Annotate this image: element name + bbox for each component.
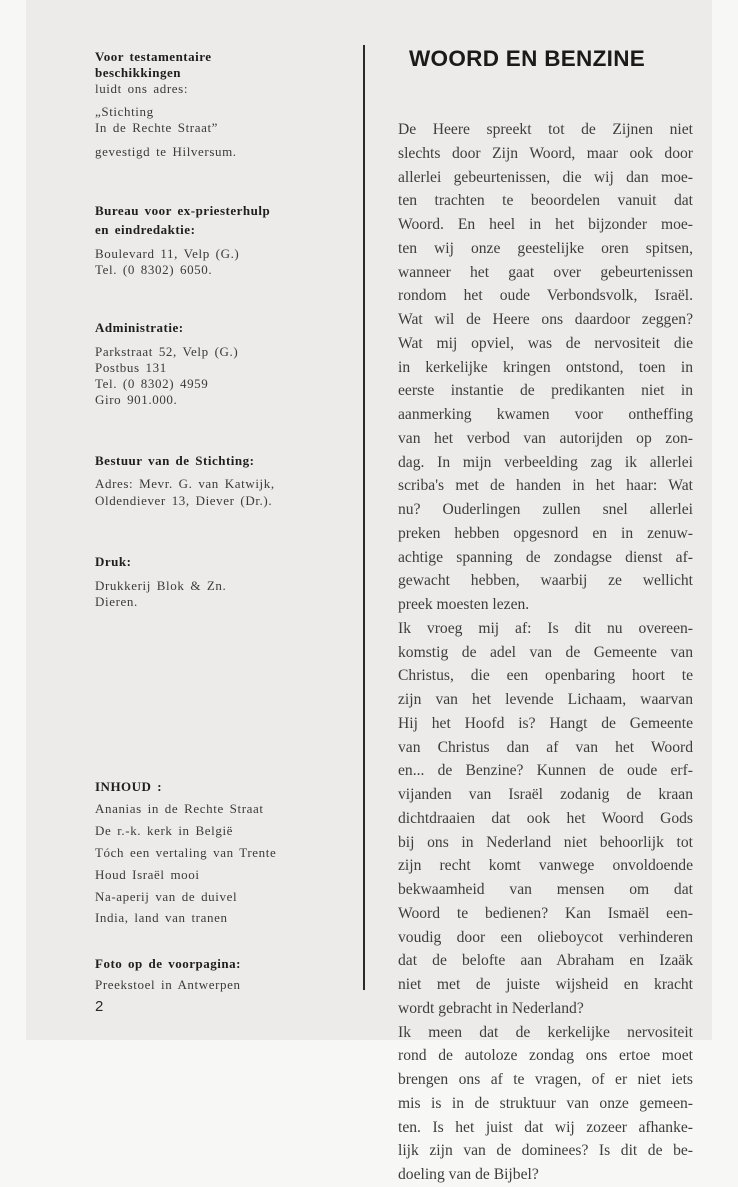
article-line: allerlei gebeurtenissen, die wij dan moe- — [398, 168, 693, 186]
article-line: van Christus dan af van het Woord — [398, 738, 693, 756]
article-body — [398, 118, 693, 1187]
admin-text: Parkstraat 52, Velp (G.) — [95, 344, 239, 359]
article-line: Hij het Hoofd is? Hangt de Gemeente — [398, 714, 693, 732]
article-line: rond de autoloze zondag ons ertoe moet — [398, 1047, 693, 1065]
article-line: vijanden van Israël zodanig de kraan — [398, 786, 693, 803]
article-line: eerste instantie de predikanten niet in — [398, 382, 693, 400]
testament-text: luidt ons adres: — [95, 81, 189, 96]
testament-text: „Stichting — [95, 104, 154, 119]
article-line: in kerkelijke kringen ontstond, toen in — [398, 358, 693, 376]
article-line: bij ons in Nederland niet behoorlijk tot — [398, 833, 693, 851]
testament-heading: beschikkingen — [95, 65, 181, 80]
article-line: De Heere spreekt tot de Zijnen niet — [398, 121, 693, 138]
bestuur-text: Adres: Mevr. G. van Katwijk, — [95, 476, 275, 491]
article-line: slechts door Zijn Woord, maar ook door — [398, 144, 693, 162]
bureau-text: Tel. (0 8302) 6050. — [95, 262, 213, 277]
inhoud-item: Tóch een vertaling van Trente — [95, 845, 277, 860]
article-line: Christus, die een openbaring hoort te — [398, 667, 693, 685]
bureau-text: Boulevard 11, Velp (G.) — [95, 246, 240, 261]
article-line: brengen ons af te vragen, of er niet iets — [398, 1071, 693, 1088]
article-line: voudig door een olieboycot verhinderen — [398, 928, 693, 946]
article-line: scriba's met de handen in het haar: Wat — [398, 477, 693, 495]
inhoud-item: Houd Israël mooi — [95, 867, 200, 882]
column-divider — [363, 45, 365, 990]
article-line: lijk zijn van de dominees? Is dit de be- — [398, 1142, 693, 1160]
article-line: Woord te bedienen? Kan Ismaël een- — [398, 904, 693, 922]
bestuur-text: Oldendiever 13, Diever (Dr.). — [95, 493, 273, 508]
admin-text: Giro 901.000. — [95, 392, 178, 407]
inhoud-heading: INHOUD : — [95, 779, 163, 794]
article-line: zijn recht komt vanwege onvoldoende — [398, 857, 693, 875]
article-line: niet met de juiste wijsheid en kracht — [398, 976, 693, 993]
article-line: ten wij onze geestelijke oren spitsen, — [398, 239, 693, 257]
foto-text: Preekstoel in Antwerpen — [95, 977, 241, 992]
article-line: nu? Ouderlingen zullen snel allerlei — [398, 501, 693, 518]
admin-heading: Administratie: — [95, 320, 184, 335]
article-line: ten. Is het juist dat wij zozeer afhanke- — [398, 1118, 693, 1136]
foto-heading: Foto op de voorpagina: — [95, 956, 241, 971]
article-line: dichtdraaien dat ook het Woord Gods — [398, 809, 693, 827]
article-line: komstig de adel van de Gemeente van — [398, 643, 693, 661]
article-line: Wat mij opviel, was de nervositeit die — [398, 334, 693, 352]
article-line: preken hebben opgesnord en in zenuw- — [398, 524, 693, 542]
article-line: van het verbod van autorijden op zon- — [398, 429, 693, 447]
inhoud-item: India, land van tranen — [95, 910, 228, 925]
article-line: Wat wil de Heere ons daardoor zeggen? — [398, 311, 693, 328]
testament-text: gevestigd te Hilversum. — [95, 144, 237, 159]
druk-text: Dieren. — [95, 594, 138, 609]
admin-text: Postbus 131 — [95, 360, 167, 375]
article-line: ten trachten te beoordelen vanuit dat — [398, 192, 693, 210]
article-line: preek moesten lezen. — [398, 596, 530, 613]
article-line: doeling van de Bijbel? — [398, 1166, 539, 1183]
bestuur-heading: Bestuur van de Stichting: — [95, 453, 255, 468]
article-line: Woord. En heel in het bijzonder moe- — [398, 216, 693, 233]
bureau-heading: en eindredaktie: — [95, 222, 196, 237]
inhoud-item: De r.-k. kerk in België — [95, 823, 234, 838]
inhoud-item: Na-aperij van de duivel — [95, 889, 238, 904]
druk-text: Drukkerij Blok & Zn. — [95, 578, 227, 593]
article-line: achtige spanning de zondagse dienst af- — [398, 548, 693, 566]
article-line: Ik meen dat de kerkelijke nervositeit — [398, 1023, 693, 1041]
article-line: dag. In mijn verbeelding zag ik allerlei — [398, 453, 693, 471]
article-line: wanneer het gaat over gebeurtenissen — [398, 263, 693, 281]
admin-text: Tel. (0 8302) 4959 — [95, 376, 209, 391]
article-line: mis is in de struktuur van onze gemeen- — [398, 1094, 693, 1112]
article-line: dat de belofte aan Abraham en Izaäk — [398, 952, 693, 970]
article-line: Ik vroeg mij af: Is dit nu overeen- — [398, 619, 693, 637]
article-line: bekwaamheid van mensen om dat — [398, 881, 693, 898]
article-line: aanmerking kwamen voor ontheffing — [398, 406, 693, 423]
page-number: 2 — [95, 998, 104, 1015]
article-line: en... de Benzine? Kunnen de oude erf- — [398, 762, 693, 780]
bureau-heading: Bureau voor ex-priesterhulp — [95, 203, 271, 218]
testament-heading: Voor testamentaire — [95, 49, 212, 64]
druk-heading: Druk: — [95, 554, 132, 569]
testament-text: In de Rechte Straat” — [95, 120, 219, 135]
article-line: gewacht hebben, waarbij ze wellicht — [398, 572, 693, 590]
article-line: zijn van het levende Lichaam, waarvan — [398, 691, 693, 708]
inhoud-item: Ananias in de Rechte Straat — [95, 801, 264, 816]
article-title: WOORD EN BENZINE — [409, 46, 646, 71]
article-line: rondom het oude Verbondsvolk, Israël. — [398, 287, 693, 305]
article-line: wordt gebracht in Nederland? — [398, 999, 584, 1017]
